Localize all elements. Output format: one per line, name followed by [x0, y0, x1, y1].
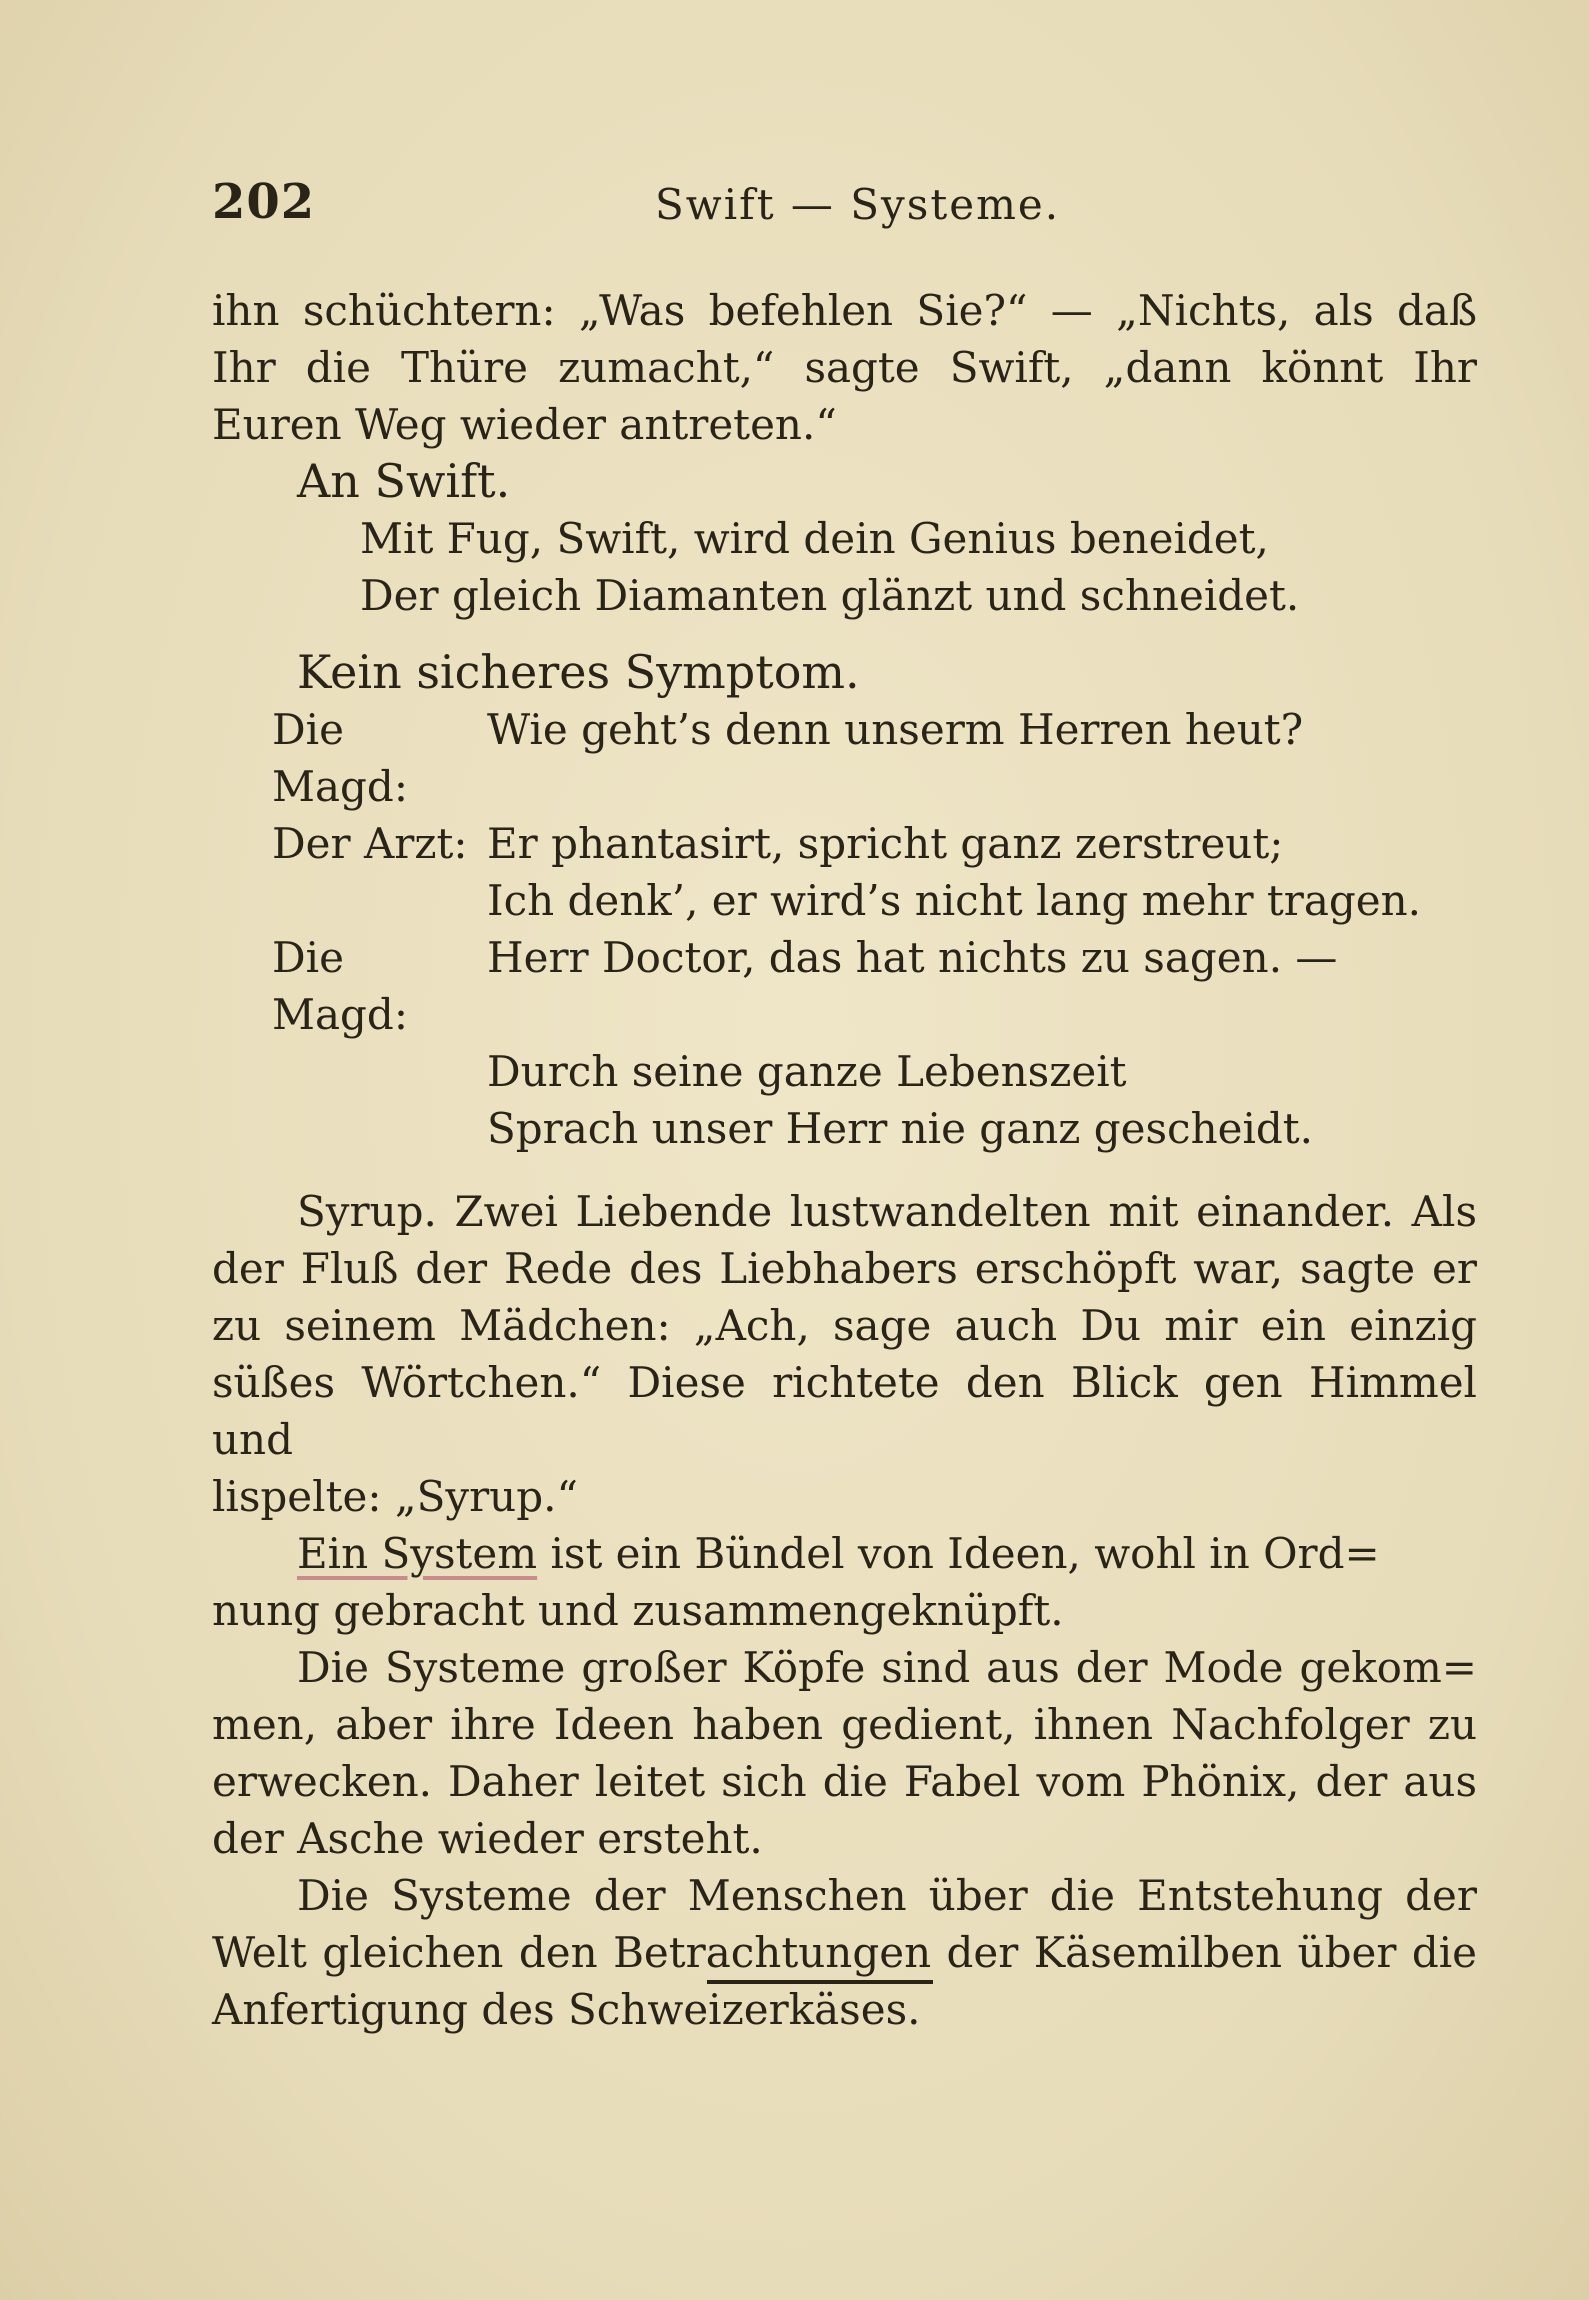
text-line: ihn schüchtern: „Was befehlen Sie?“ — „Nichts, als daß — [212, 286, 1477, 335]
text-line: Euren Weg wieder antreten.“ — [212, 400, 837, 449]
paragraph-syrup-line: Syrup. Zwei Liebende lustwandelten mit einander. Als — [297, 1187, 1477, 1236]
paragraph-systeme-line: der Asche wieder ersteht. — [212, 1814, 763, 1863]
speaker-label: Die Magd: — [272, 705, 408, 811]
paragraph-syrup-line: der Fluß der Rede des Liebhabers erschöpft war, sagte er — [212, 1244, 1477, 1293]
page-number: 202 — [212, 174, 316, 230]
paragraph-system-line — [212, 1525, 1477, 1582]
system-definition-text: ist ein Bündel von Ideen, wohl in Ord= — [537, 1529, 1380, 1578]
text-line: Ihr die Thüre zumacht,“ sagte Swift, „dann könnt Ihr — [212, 343, 1477, 392]
section-title-an-swift: An Swift. — [297, 454, 511, 508]
dialogue-entry — [212, 1043, 1477, 1100]
paragraph-systeme-line: men, aber ihre Ideen haben gedient, ihnen Nachfolger zu — [212, 1700, 1477, 1749]
speaker-label: Der Arzt: — [272, 819, 468, 868]
running-head: Swift — Systeme. — [655, 180, 1061, 229]
epigram-line: Mit Fug, Swift, wird dein Genius beneidet, — [360, 514, 1269, 563]
speech-line: Sprach unser Herr nie ganz gescheidt. — [487, 1104, 1314, 1153]
page-header — [0, 170, 1589, 230]
section-title-symptom: Kein sicheres Symptom. — [297, 645, 860, 699]
section-end-rule — [707, 1980, 933, 1984]
paragraph-systeme-line: Die Systeme großer Köpfe sind aus der Mode gekom= — [297, 1643, 1477, 1692]
page-body — [212, 282, 1477, 2038]
dialogue-entry — [212, 701, 1477, 815]
underlined-term: Ein System — [297, 1529, 538, 1578]
paragraph-system-line: nung gebracht und zusammengeknüpft. — [212, 1586, 1064, 1635]
paragraph-syrup-line: süßes Wörtchen.“ Diese richtete den Blick gen Himmel und — [212, 1358, 1477, 1464]
dialogue-entry — [212, 929, 1477, 1043]
epigram-line: Der gleich Diamanten glänzt und schneidet. — [360, 571, 1300, 620]
speech-line: Ich denk’, er wird’s nicht lang mehr tragen. — [487, 876, 1422, 925]
speech-line: Wie geht’s denn unserm Herren heut? — [487, 705, 1304, 754]
paragraph-systeme2-line: Welt gleichen den Betrachtungen der Käsemilben über die — [212, 1928, 1477, 1977]
speech-line: Herr Doctor, das hat nichts zu sagen. — — [487, 933, 1338, 982]
paragraph-syrup-line: lispelte: „Syrup.“ — [212, 1472, 578, 1521]
paragraph-syrup-line: zu seinem Mädchen: „Ach, sage auch Du mir ein einzig — [212, 1301, 1477, 1350]
dialogue-entry — [212, 872, 1477, 929]
speaker-label: Die Magd: — [272, 933, 408, 1039]
dialogue-entry — [212, 815, 1477, 872]
dialogue-entry — [212, 1100, 1477, 1157]
speech-line: Durch seine ganze Lebenszeit — [487, 1047, 1127, 1096]
paragraph-systeme-line: erwecken. Daher leitet sich die Fabel vom Phönix, der aus — [212, 1757, 1477, 1806]
speech-line: Er phantasirt, spricht ganz zerstreut; — [487, 819, 1284, 868]
paragraph-systeme2-line: Die Systeme der Menschen über die Entstehung der — [297, 1871, 1477, 1920]
paragraph-systeme2-line: Anfertigung des Schweizerkäses. — [212, 1985, 921, 2034]
